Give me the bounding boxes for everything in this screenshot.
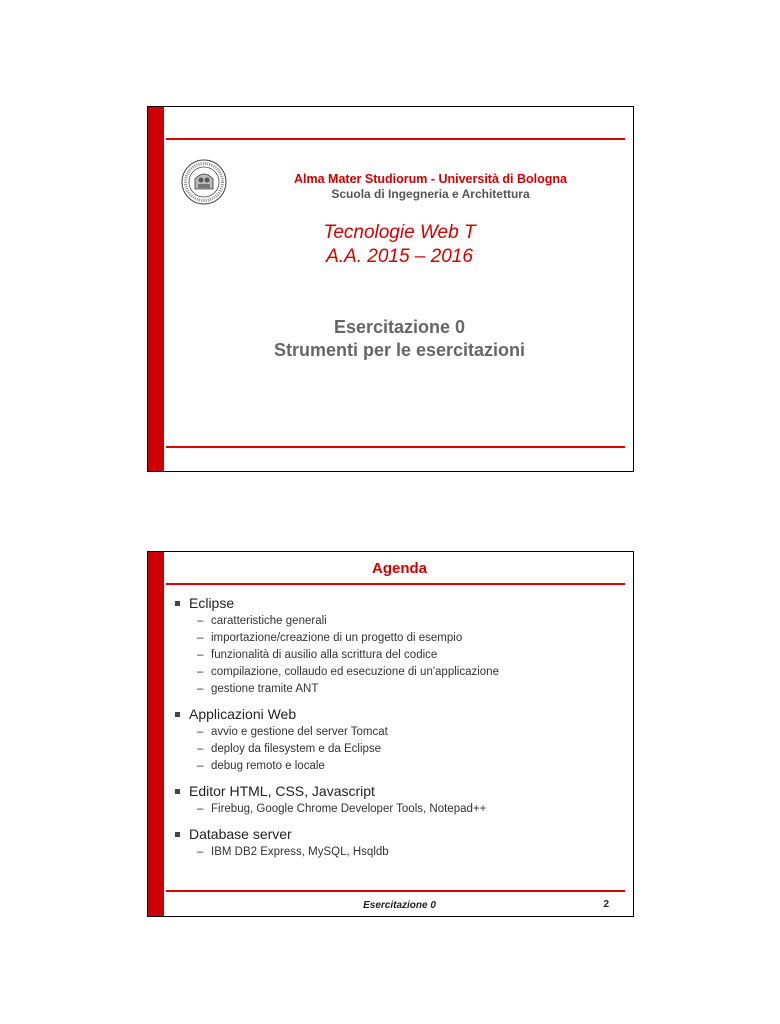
academic-year: A.A. 2015 – 2016 [326,246,473,267]
slide-side-bar [148,107,164,471]
list-item: – compilazione, collaudo ed esecuzione di un'applicazione [197,666,499,678]
university-name: Alma Mater Studiorum - Università di Bologna [294,172,567,186]
page-number: 2 [603,899,609,910]
school-name: Scuola di Ingegneria e Architettura [331,187,530,201]
top-rule [166,138,625,140]
section-heading: Editor HTML, CSS, Javascript [172,782,622,801]
list-item: – caratteristiche generali [197,615,327,627]
bottom-rule [166,446,625,448]
agenda-section [172,705,622,775]
agenda-section [172,782,622,818]
bottom-rule [166,890,625,892]
square-bullet-icon [175,712,180,717]
list-item: – Firebug, Google Chrome Developer Tools, Notepad++ [197,803,487,815]
list-item: – funzionalità di ausilio alla scrittura del codice [197,649,438,661]
list-item: – deploy da filesystem e da Eclipse [197,743,382,755]
list-item: – debug remoto e locale [197,760,325,772]
agenda-slide [147,551,634,917]
section-heading: Applicazioni Web [172,705,622,724]
square-bullet-icon [175,601,180,606]
title-slide [147,106,634,472]
list-item: – avvio e gestione del server Tomcat [197,726,388,738]
list-item: – IBM DB2 Express, MySQL, Hsqldb [197,846,389,858]
section-heading: Eclipse [172,594,622,613]
list-item: – importazione/creazione di un progetto di esempio [197,632,463,644]
list-item: – gestione tramite ANT [197,683,319,695]
university-seal-logo [181,159,227,205]
exercise-subtitle: Strumenti per le esercitazioni [273,340,526,360]
square-bullet-icon [175,832,180,837]
section-heading: Database server [172,825,622,844]
agenda-section [172,594,622,698]
exercise-title: Esercitazione 0 [333,317,466,337]
slide-footer: Esercitazione 0 [363,900,436,911]
slide-title: Agenda [371,560,427,577]
top-rule [166,583,625,585]
agenda-list [172,594,622,868]
square-bullet-icon [175,789,180,794]
slide-side-bar [148,552,164,916]
agenda-section [172,825,622,861]
course-title: Tecnologie Web T [323,222,476,243]
